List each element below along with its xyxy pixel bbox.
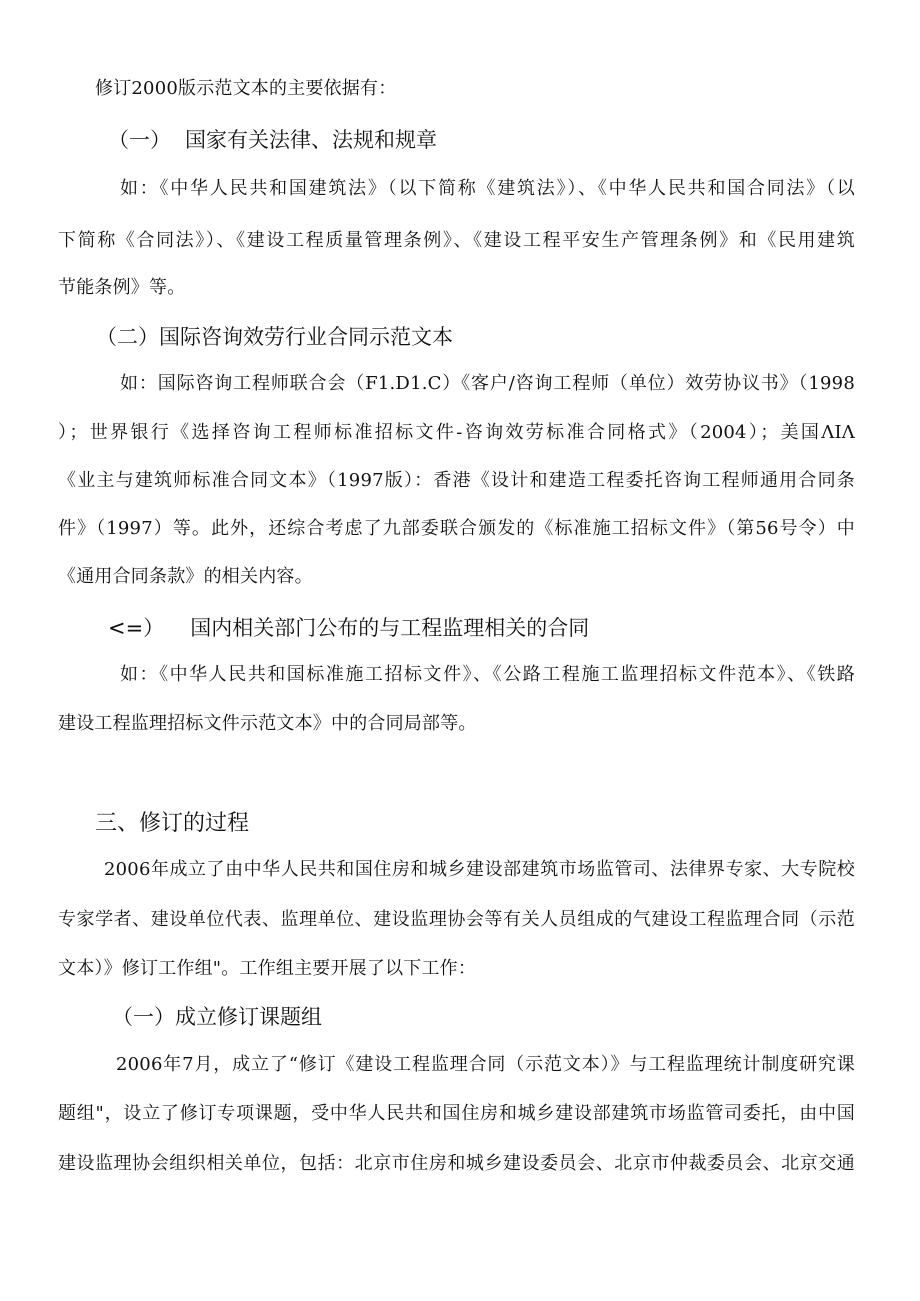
section-3-number: <=） [108, 616, 165, 640]
section-3-line-1: 如：《中华人民共和国标准施工招标文件》、《公路工程施工监理招标文件范本》、《铁路 [120, 664, 855, 685]
section-2-heading: （二）国际咨询效劳行业合同示范文本 [96, 325, 453, 349]
part-3-line-1: 2006年成立了由中华人民共和国住房和城乡建设部建筑市场监管司、法律界专家、大专院校 [104, 859, 855, 880]
section-1-heading [108, 127, 437, 153]
section-2-line-1: 如：国际咨询工程师联合会（F1.D1.C）《客户/咨询工程师（单位）效劳协议书》（1998 [120, 373, 855, 394]
section-1-title: 国家有关法律、法规和规章 [185, 128, 437, 152]
section-1-number: （一） [108, 128, 171, 152]
section-2-line-3: 《业主与建筑师标准合同文本》（1997版）：香港《设计和建造工程委托咨询工程师通用合同条 [58, 470, 855, 491]
section-1-line-3: 节能条例》等。 [58, 277, 186, 298]
section-3-line-2: 建设工程监理招标文件示范文本》中的合同局部等。 [58, 713, 477, 734]
part-3-line-3: 文本）》修订工作组"。工作组主要开展了以下工作： [58, 958, 477, 979]
intro-text: 修订2000版示范文本的主要依据有： [95, 78, 397, 99]
section-3-heading [108, 615, 589, 641]
section-2-line-5: 《通用合同条款》的相关内容。 [58, 566, 313, 587]
section-3-title: 国内相关部门公布的与工程监理相关的合同 [190, 616, 590, 640]
part-3-line-2: 专家学者、建设单位代表、监理单位、建设监理协会等有关人员组成的气建设工程监理合同（示范 [58, 909, 855, 930]
section-2-line-4: 件》（1997）等。此外，还综合考虑了九部委联合颁发的《标准施工招标文件》（第56号令）中 [58, 518, 855, 539]
section-1-line-2: 下简称《合同法》）、《建设工程质量管理条例》、《建设工程平安生产管理条例》和《民用建筑 [58, 230, 855, 251]
subsection-1-line-1: 2006年7月，成立了“修订《建设工程监理合同（示范文本）》与工程监理统计制度研究课 [116, 1054, 855, 1075]
section-2-line-2: ）；世界银行《选择咨询工程师标准招标文件-咨询效劳标准合同格式》（2004）；美国ΛIΛ [58, 422, 855, 443]
part-3-title: 三、修订的过程 [95, 811, 250, 836]
subsection-1-heading: （一）成立修订课题组 [112, 1005, 322, 1029]
section-1-line-1: 如：《中华人民共和国建筑法》（以下简称《建筑法》）、《中华人民共和国合同法》（以 [120, 178, 855, 199]
subsection-1-line-3: 建设监理协会组织相关单位，包括：北京市住房和城乡建设委员会、北京市仲裁委员会、北京交通 [58, 1153, 855, 1174]
subsection-1-line-2: 题组"，设立了修订专项课题，受中华人民共和国住房和城乡建设部建筑市场监管司委托，由中国 [58, 1103, 855, 1124]
